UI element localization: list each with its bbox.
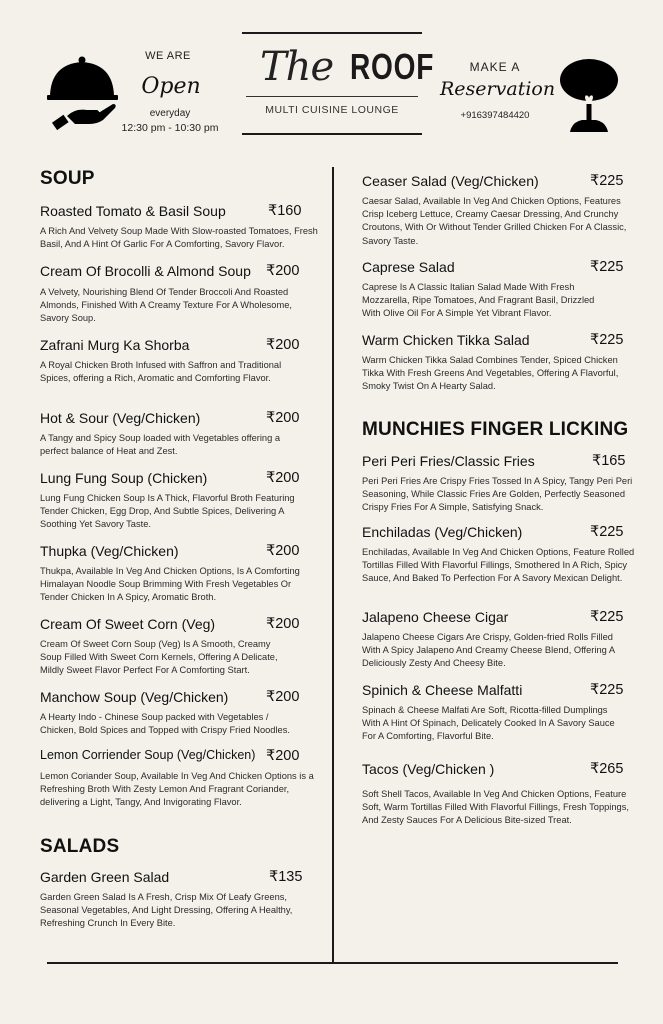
cloche-hand-icon (45, 52, 120, 132)
item-name: Roasted Tomato & Basil Soup (40, 203, 226, 219)
item-description: Lung Fung Chicken Soup Is A Thick, Flavorful Broth Featuring Tender Chicken, Egg Drop, And Subtle Spices, Delivering A Soothing Yet Savory Taste. (40, 493, 295, 530)
logo-tagline: MULTI CUISINE LOUNGE (265, 104, 399, 116)
item-name: Warm Chicken Tikka Salad (362, 332, 530, 348)
item-name: Lemon Corriender Soup (Veg/Chicken) (40, 748, 256, 762)
item-price: ₹200 (266, 616, 300, 632)
reserve-label-script: Reservation (440, 78, 556, 100)
logo-bottom-rule (242, 133, 422, 135)
reserve-label-top: MAKE A (469, 60, 521, 74)
item-price: ₹225 (590, 609, 624, 625)
item-description: Spinach & Cheese Malfati Are Soft, Ricotta-filled Dumplings With A Hint Of Spinach, Delicately Cooked In A Savory Sauce For A Comforting, Flavorful Bite. (362, 705, 615, 742)
item-name: Jalapeno Cheese Cigar (362, 609, 509, 625)
item-name: Lung Fung Soup (Chicken) (40, 470, 208, 486)
item-price: ₹200 (266, 337, 300, 353)
item-description: A Tangy and Spicy Soup loaded with Vegetables offering a perfect balance of Heat and Zest. (40, 433, 281, 457)
item-name: Caprese Salad (362, 259, 455, 275)
column-divider (332, 167, 334, 964)
item-price: ₹200 (266, 263, 300, 279)
open-label-script: Open (141, 74, 201, 99)
item-description: Jalapeno Cheese Cigars Are Crispy, Golden-fried Rolls Filled With A Spicy Jalapeno And Creamy Cheese Blend, Offering A Deliciously Zesty And Cheesy Bite. (362, 632, 615, 669)
item-name: Ceaser Salad (Veg/Chicken) (362, 173, 539, 189)
item-description: Garden Green Salad Is A Fresh, Crisp Mix Of Leafy Greens, Seasonal Vegetables, And Light Dressing, Offering A Healthy, Refreshing Crunch In Every Bite. (40, 892, 293, 929)
item-description: A Rich And Velvety Soup Made With Slow-roasted Tomatoes, Fresh Basil, And A Hint Of Garlic For A Comforting, Savory Flavor. (40, 226, 318, 250)
item-description: Peri Peri Fries Are Crispy Fries Tossed In A Spicy, Tangy Peri Peri Seasoning, While Classic Fries Are Golden, Perfectly Seasoned Crispy Fries For A Simple, Satisfying Snack. (362, 476, 633, 513)
item-description: A Royal Chicken Broth Infused with Saffron and Traditional Spices, offering a Rich, Aromatic and Comforting Flavor. (40, 360, 282, 384)
wine-glass-heart-icon (558, 58, 620, 136)
item-name: Garden Green Salad (40, 869, 170, 885)
item-description: Soft Shell Tacos, Available In Veg And Chicken Options, Feature Soft, Warm Tortillas Filled With Flavorful Fillings, Fresh Toppings, And Zesty Sauces For A Delicious Bite-sized Treat. (362, 789, 629, 826)
section-title-soup: SOUP (40, 168, 95, 189)
item-name: Spinich & Cheese Malfatti (362, 682, 523, 698)
item-description: Caesar Salad, Available In Veg And Chicken Options, Features Crisp Iceberg Lettuce, Creamy Caesar Dressing, And Crunchy Croutons, With Or Without Tender Grilled Chicken For A Classic, Savory Taste. (362, 196, 627, 246)
logo-the: The (260, 44, 334, 90)
section-title-salads: SALADS (40, 836, 120, 857)
item-price: ₹225 (590, 259, 624, 275)
item-name: Peri Peri Fries/Classic Fries (362, 453, 535, 469)
item-name: Manchow Soup (Veg/Chicken) (40, 689, 229, 705)
item-price: ₹265 (590, 761, 624, 777)
item-description: A Velvety, Nourishing Blend Of Tender Broccoli And Roasted Almonds, Finished With A Creamy Texture For A Wholesome, Savory Soup. (40, 287, 292, 324)
item-price: ₹200 (266, 748, 300, 764)
item-price: ₹225 (590, 173, 624, 189)
item-price: ₹225 (590, 682, 624, 698)
item-name: Enchiladas (Veg/Chicken) (362, 524, 523, 540)
logo-top-rule (242, 32, 422, 34)
section-title-munchies: MUNCHIES FINGER LICKING (362, 419, 629, 440)
item-name: Thupka (Veg/Chicken) (40, 543, 179, 559)
item-name: Cream Of Sweet Corn (Veg) (40, 616, 216, 632)
logo-underline (246, 96, 418, 97)
item-price: ₹165 (592, 453, 626, 469)
item-description: Lemon Coriander Soup, Available In Veg And Chicken Options is a Refreshing Broth With Zesty Lemon And Fragrant Coriander, delivering a Light, Tangy, And Invigorating Flavor. (40, 771, 314, 808)
item-price: ₹160 (268, 203, 302, 219)
logo-roof: ROOF (350, 46, 435, 87)
item-price: ₹200 (266, 689, 300, 705)
bottom-rule (47, 962, 618, 964)
item-price: ₹225 (590, 332, 624, 348)
item-description: Enchiladas, Available In Veg And Chicken Options, Feature Rolled Tortillas Filled With Flavorful Fillings, Smothered In A Rich, Spicy Sauce, And Baked To Perfection For A Savory Mexican Delight. (362, 547, 635, 584)
item-name: Zafrani Murg Ka Shorba (40, 337, 190, 353)
item-price: ₹225 (590, 524, 624, 540)
item-description: A Hearty Indo - Chinese Soup packed with Vegetables / Chicken, Bold Spices and Topped with Crispy Fried Noodles. (40, 712, 290, 736)
open-hours: 12:30 pm - 10:30 pm (121, 122, 219, 134)
item-name: Tacos (Veg/Chicken ) (362, 761, 495, 777)
reserve-phone[interactable]: +916397484420 (460, 110, 530, 121)
item-description: Warm Chicken Tikka Salad Combines Tender, Spiced Chicken Tikka With Fresh Greens And Vegetables, Offering A Flavorful, Smoky Twist On A Hearty Salad. (362, 355, 619, 392)
item-price: ₹200 (266, 410, 300, 426)
item-price: ₹135 (269, 869, 303, 885)
item-description: Caprese Is A Classic Italian Salad Made With Fresh Mozzarella, Ripe Tomatoes, And Fragrant Basil, Drizzled With Olive Oil For A Simple Yet Vibrant Flavor. (362, 282, 595, 319)
item-description: Cream Of Sweet Corn Soup (Veg) Is A Smooth, Creamy Soup Filled With Sweet Corn Kernels, Offering A Delicate, Mildly Sweet Flavor Perfect For A Comforting Start. (40, 639, 278, 676)
open-label-top: WE ARE (145, 50, 191, 62)
item-price: ₹200 (266, 543, 300, 559)
item-description: Thukpa, Available In Veg And Chicken Options, Is A Comforting Himalayan Noodle Soup Brimming With Fresh Vegetables Or Tender Chicken In A Spicy, Aromatic Broth. (40, 566, 300, 603)
item-name: Cream Of Brocolli & Almond Soup (40, 263, 251, 279)
item-price: ₹200 (266, 470, 300, 486)
logo (242, 36, 435, 132)
open-days: everyday (149, 108, 191, 119)
item-name: Hot & Sour (Veg/Chicken) (40, 410, 201, 426)
